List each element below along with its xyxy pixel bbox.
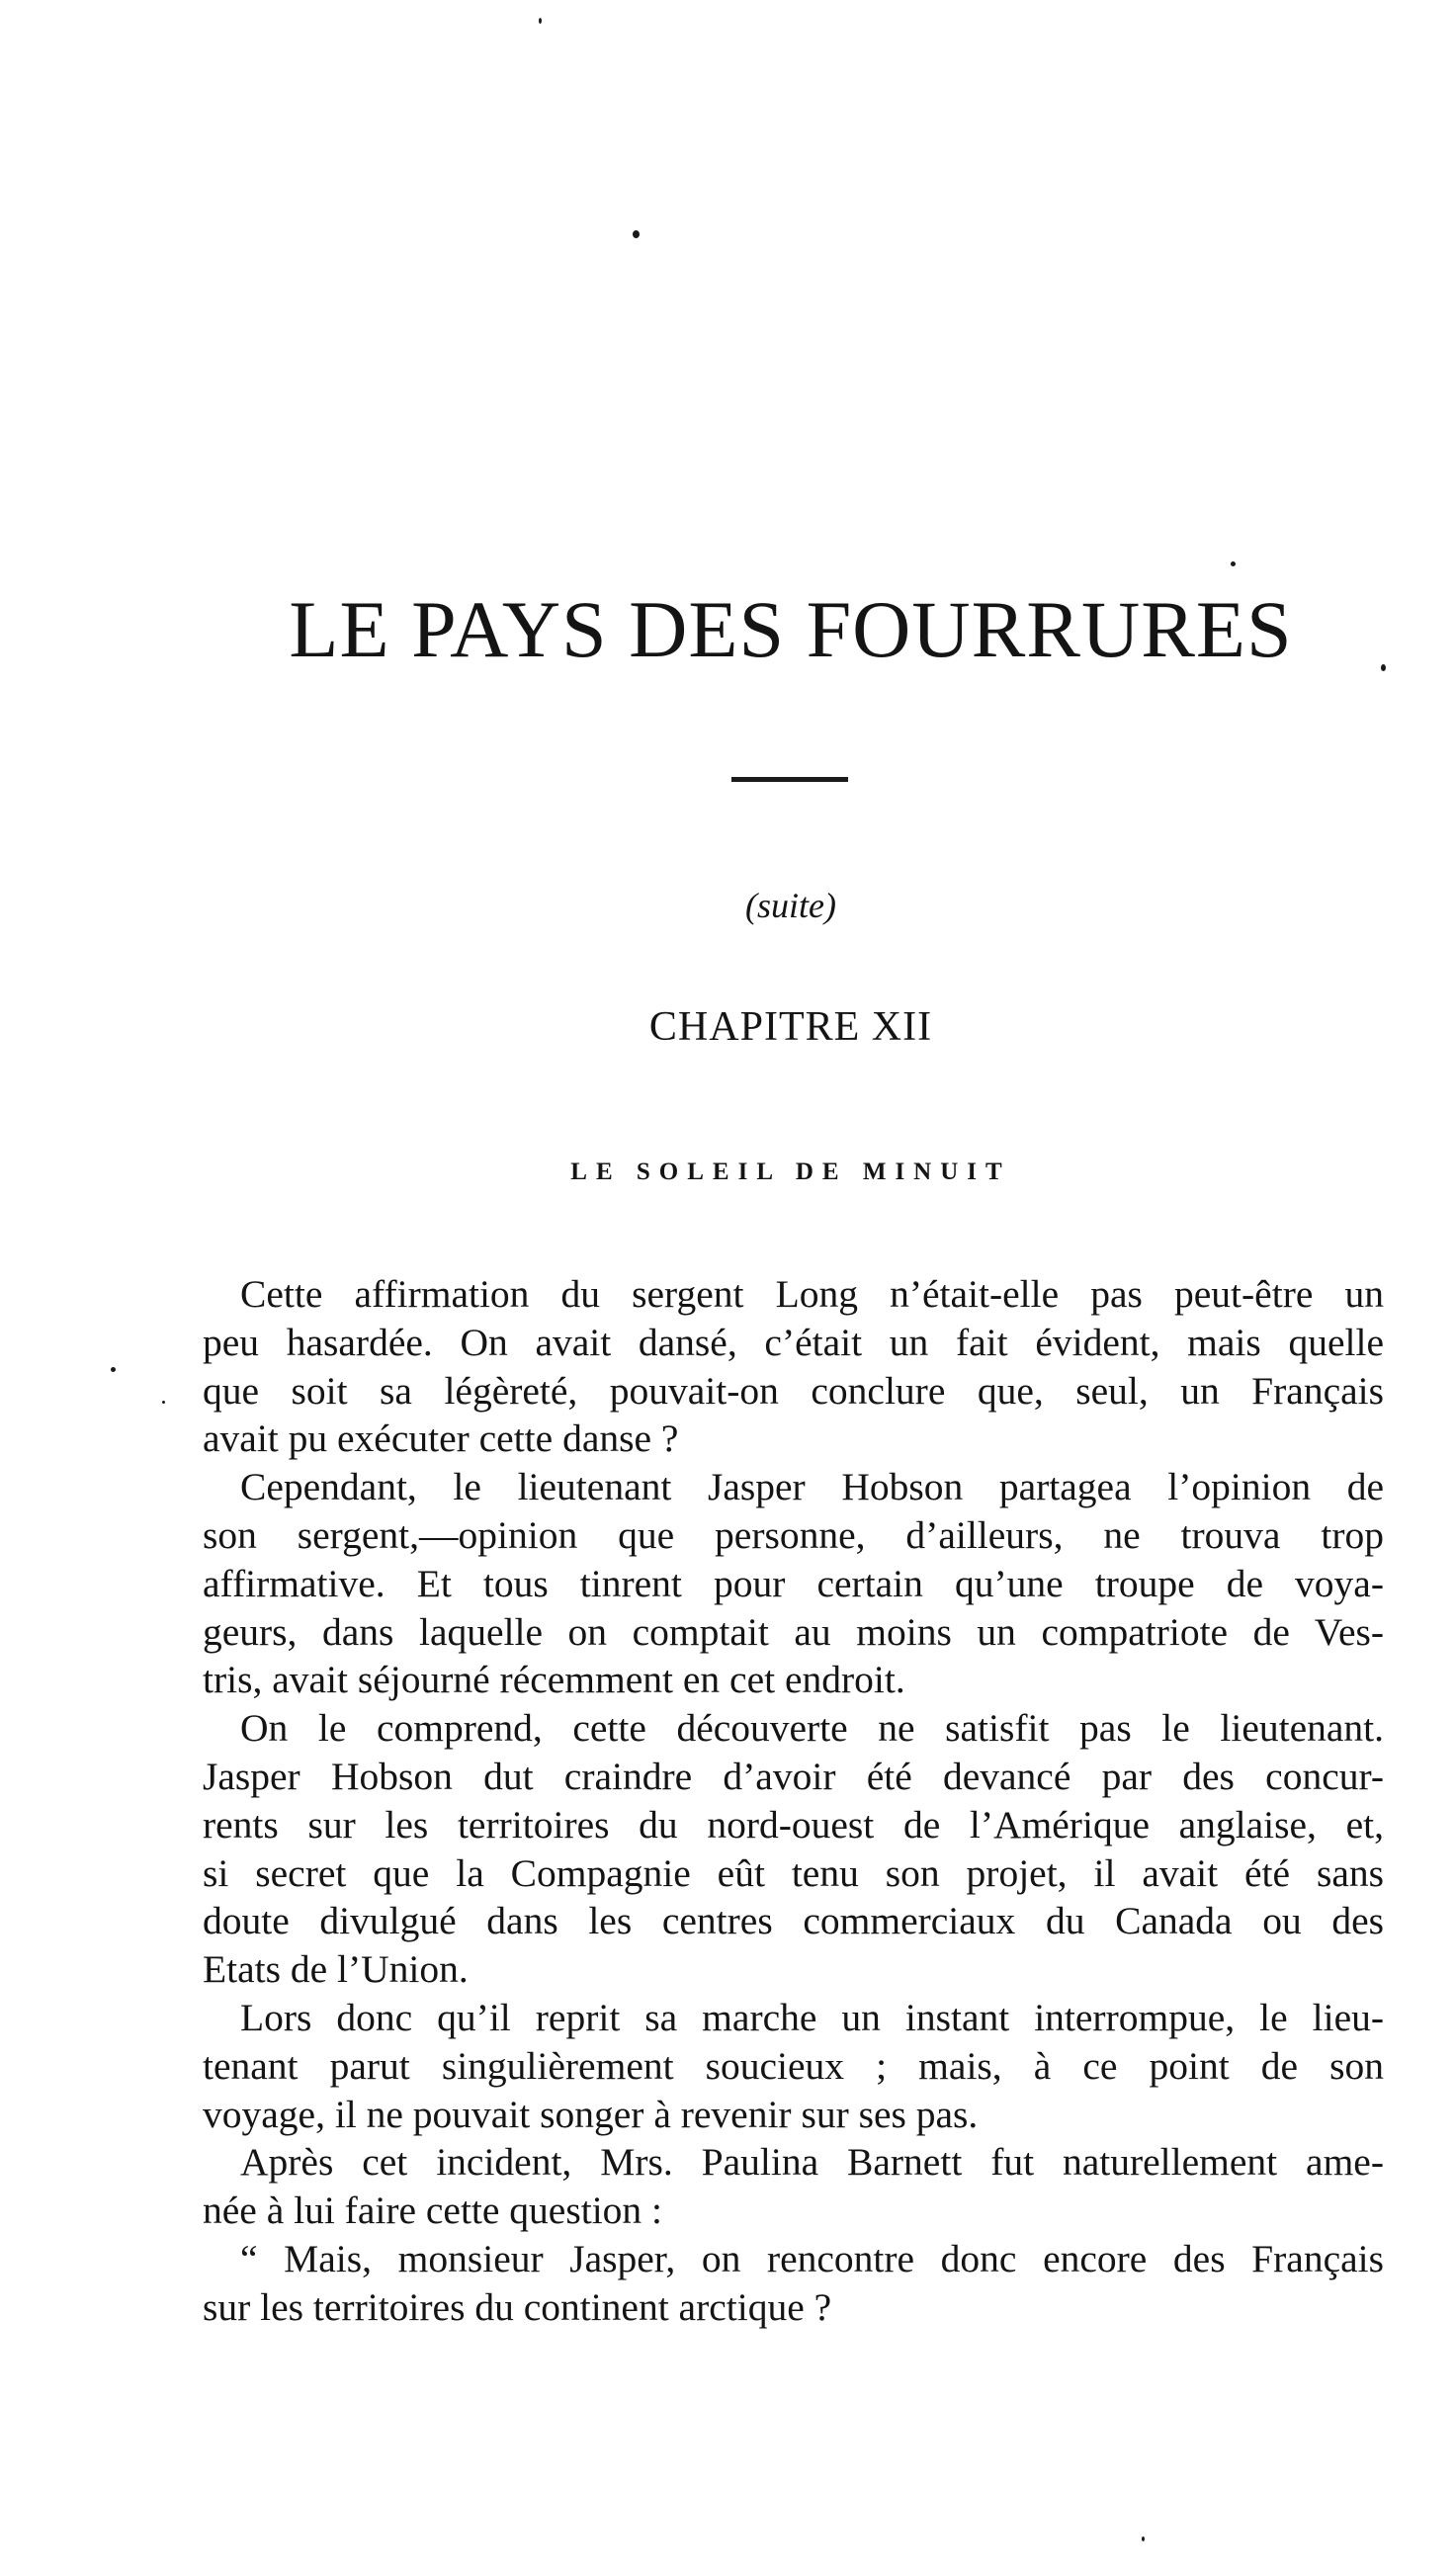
title-rule [731, 777, 848, 782]
text-line: Jasper Hobson dut craindre d’avoir été devancé par des concur- [203, 1754, 1384, 1798]
text-line: affirmative. Et tous tinrent pour certain qu’une troupe de voya- [203, 1561, 1384, 1605]
text-line: Après cet incident, Mrs. Paulina Barnett fut naturellement ame- [240, 2140, 1384, 2185]
text-line: née à lui faire cette question : [203, 2189, 663, 2233]
paragraph [203, 1270, 1384, 1463]
text-line: tenant parut singulièrement soucieux ; mais, à ce point de son [203, 2043, 1384, 2088]
text-line: rents sur les territoires du nord-ouest de l’Amérique anglaise, et, [203, 1802, 1384, 1846]
body-text [203, 1270, 1384, 2332]
suite-label: (suite) [745, 886, 836, 925]
text-line: tris, avait séjourné récemment en cet endroit. [203, 1658, 905, 1702]
text-line: geurs, dans laquelle on comptait au moins un compatriote de Ves- [203, 1609, 1384, 1654]
paragraph [203, 2138, 1384, 2235]
text-line: Lors donc qu’il reprit sa marche un instant interrompue, le lieu- [240, 1995, 1384, 2039]
chapter-title: LE SOLEIL DE MINUIT [570, 1159, 1011, 1185]
paragraph [203, 1994, 1384, 2138]
ink-speck [1231, 561, 1236, 566]
text-line: que soit sa légèreté, pouvait-on conclure que, seul, un Français [203, 1368, 1384, 1413]
ink-speck [162, 1401, 165, 1404]
ink-speck [111, 1367, 116, 1372]
paragraph [203, 2235, 1384, 2332]
text-line: peu hasardée. On avait dansé, c’était un fait évident, mais quelle [203, 1320, 1384, 1364]
paragraph [203, 1463, 1384, 1704]
text-line: avait pu exécuter cette danse ? [203, 1417, 679, 1461]
ink-speck [539, 18, 542, 24]
ink-speck [633, 230, 640, 238]
text-line: sur les territoires du continent arctique ? [203, 2284, 832, 2329]
text-line: “ Mais, monsieur Jasper, on rencontre donc encore des Français [240, 2236, 1384, 2280]
text-line: Cependant, le lieutenant Jasper Hobson partagea l’opinion de [240, 1465, 1384, 1509]
text-line: Etats de l’Union. [203, 1947, 469, 1992]
ink-speck [1142, 2536, 1145, 2541]
text-line: voyage, il ne pouvait songer à revenir sur ses pas. [203, 2092, 979, 2136]
text-line: si secret que la Compagnie eût tenu son projet, il avait été sans [203, 1850, 1384, 1895]
book-title: LE PAYS DES FOURRURES [289, 584, 1293, 674]
text-line: Cette affirmation du sergent Long n’était-elle pas peut-être un [240, 1272, 1384, 1316]
chapter-heading: CHAPITRE XII [648, 1004, 933, 1050]
text-line: On le comprend, cette découverte ne satisfit pas le lieutenant. [240, 1706, 1384, 1751]
paragraph [203, 1704, 1384, 1994]
text-line: doute divulgué dans les centres commerciaux du Canada ou des [203, 1899, 1384, 1943]
text-line: son sergent,—opinion que personne, d’ailleurs, ne trouva trop [203, 1512, 1384, 1557]
